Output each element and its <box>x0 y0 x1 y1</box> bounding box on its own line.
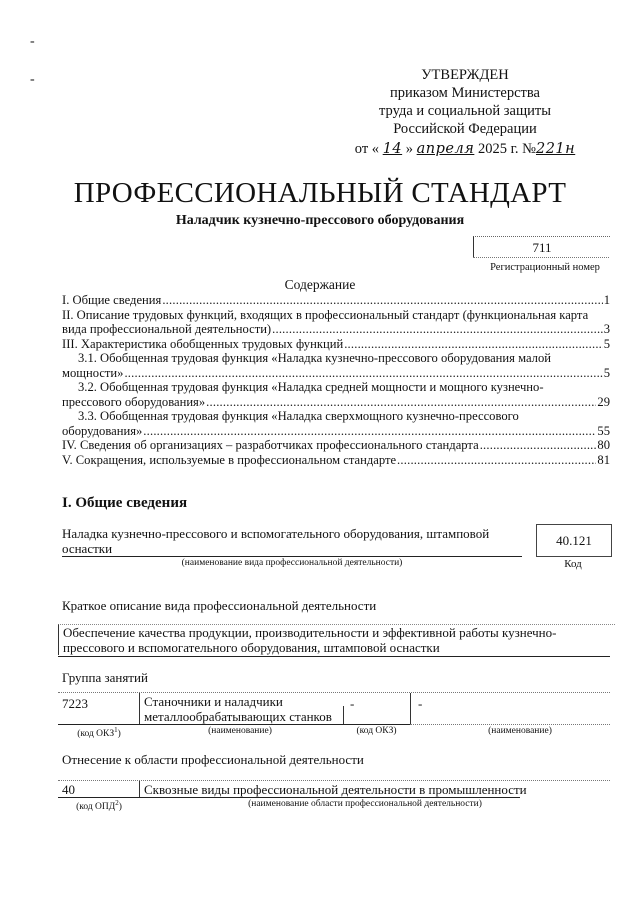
activity-name-caption: (наименование вида профессиональной деятельности) <box>181 558 403 568</box>
approval-day: 14 <box>382 141 403 157</box>
approval-line: приказом Министерства <box>390 85 540 101</box>
toc-item[interactable]: V. Сокращения, используемые в профессиональном стандарте ..... 81 <box>62 453 610 468</box>
registration-caption: Регистрационный номер <box>490 262 600 273</box>
approval-line: Российской Федерации <box>393 121 537 137</box>
short-description-label: Краткое описание вида профессиональной деятельности <box>62 598 377 613</box>
toc-item-line: 3.2. Обобщенная трудовая функция «Наладка средней мощности и мощного кузнечно- <box>78 380 544 394</box>
okz-divider <box>343 706 344 725</box>
okz-name-caption-2: (наименование) <box>488 726 552 736</box>
approval-number: 221н <box>535 141 576 157</box>
toc-item[interactable]: мощности» ..... 5 <box>62 366 610 381</box>
short-description-underline <box>58 656 610 657</box>
okz-divider <box>139 693 140 725</box>
activity-code: 40.121 <box>556 533 592 548</box>
occupation-group-label: Группа занятий <box>62 670 148 685</box>
okz-divider <box>410 693 411 725</box>
area-table-bottom <box>58 797 520 798</box>
area-label: Отнесение к области профессиональной деятельности <box>62 752 364 767</box>
opd-code-caption: (код ОПД$^2$) <box>76 799 122 813</box>
toc-item[interactable]: I. Общие сведения ..... 1 <box>62 293 610 308</box>
approval-block <box>320 66 610 158</box>
section-heading: I. Общие сведения <box>62 495 188 511</box>
okz-name: Станочники и наладчики металлообрабатывающих станков <box>144 694 332 724</box>
opd-divider <box>139 781 140 797</box>
toc-item[interactable]: оборудования» ..... 55 <box>62 424 610 439</box>
activity-name: Наладка кузнечно-прессового и вспомогательного оборудования, штамповой оснастки <box>62 526 490 556</box>
occupation-table-top <box>58 692 610 693</box>
activity-code-box <box>536 524 612 557</box>
opd-name: Сквозные виды профессиональной деятельности в промышленности <box>144 782 527 797</box>
okz-code: 7223 <box>62 696 88 711</box>
opd-name-caption: (наименование области профессиональной деятельности) <box>248 799 482 809</box>
area-table-top <box>58 780 610 781</box>
okz-code-caption: (код ОКЗ$^1$) <box>77 726 121 740</box>
registration-box-bottom <box>473 257 609 258</box>
registration-number: 711 <box>532 240 552 255</box>
okz-code-2: - <box>350 696 355 711</box>
toc-item[interactable]: IV. Сведения об организациях – разработчиках профессионального стандарта ..... 80 <box>62 438 610 453</box>
approval-date-line: от « 14 » апреля 2025 г. №221н <box>354 141 576 157</box>
margin-mark: - <box>30 34 35 49</box>
margin-mark: - <box>30 72 35 87</box>
okz-code-caption-2: (код ОКЗ) <box>356 726 397 736</box>
toc-item-line: II. Описание трудовых функций, входящих в профессиональный стандарт (функциональная карта <box>62 307 589 322</box>
occupation-table-bottom <box>58 724 410 725</box>
okz-name-caption: (наименование) <box>208 726 272 736</box>
approval-month: апреля <box>416 141 475 157</box>
page-title: ПРОФЕССИОНАЛЬНЫЙ СТАНДАРТ <box>73 177 567 209</box>
table-of-contents <box>62 293 610 467</box>
okz-name-2: - <box>418 696 423 711</box>
activity-name-underline <box>62 556 522 557</box>
page-subtitle: Наладчик кузнечно-прессового оборудования <box>175 213 465 228</box>
toc-item[interactable]: вида профессиональной деятельности) ..... 3 <box>62 322 610 337</box>
opd-code: 40 <box>62 782 75 797</box>
toc-item[interactable]: прессового оборудования» ..... 29 <box>62 395 610 410</box>
code-caption: Код <box>564 558 582 570</box>
approval-line: труда и социальной защиты <box>379 103 551 119</box>
toc-item[interactable]: III. Характеристика обобщенных трудовых функций ..... 5 <box>62 337 610 352</box>
toc-item-line: 3.3. Обобщенная трудовая функция «Наладка сверхмощного кузнечно-прессового <box>78 409 519 423</box>
approval-line: УТВЕРЖДЕН <box>421 67 509 83</box>
short-description: Обеспечение качества продукции, производительности и эффективной работы кузнечно- прессового и вспомогательного оборудования, штамповой оснастки <box>58 624 615 655</box>
registration-number-box <box>473 236 610 257</box>
toc-heading: Содержание <box>284 277 356 292</box>
toc-item-line: 3.1. Обобщенная трудовая функция «Наладка кузнечно-прессового оборудования малой <box>78 351 552 365</box>
occupation-table-bottom <box>410 724 610 725</box>
